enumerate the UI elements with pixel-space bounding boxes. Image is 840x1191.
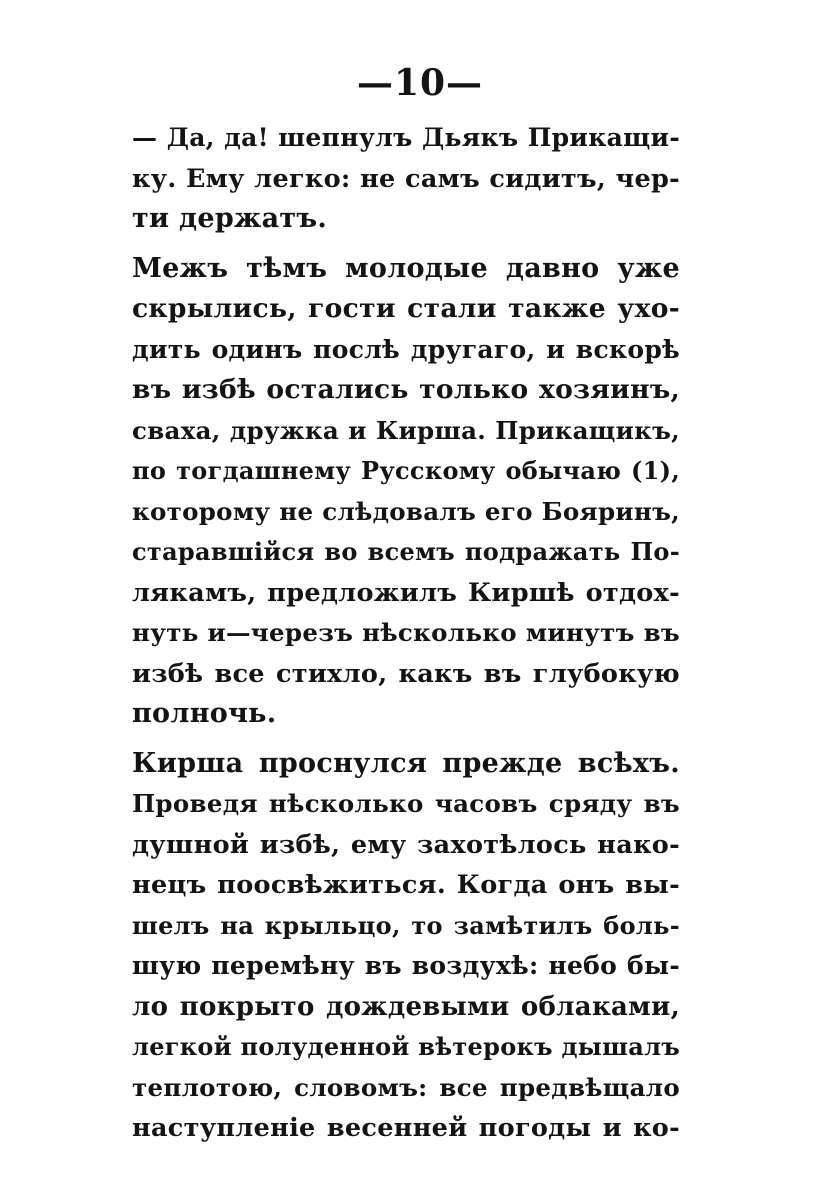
text-line: ку. Ему легко: не самъ сидитъ, чер- [132,163,680,194]
text-line: которому не слѣдовалъ его Бояринъ, [132,496,680,526]
text-line: наступленіе весенней погоды и ко- [132,1113,680,1143]
text-line: въ избѣ остались только хозяинъ, [132,374,680,405]
text-line: ло покрыто дождевыми облаками, [132,991,680,1022]
text-line: — Да, да! шепнулъ Дьякъ Прикащи- [132,123,680,152]
text-line: по тогдашнему Русскому обычаю (1), [132,456,680,485]
text-line: сваха, дружка и Кирша. Прикащикъ, [132,415,680,445]
text-line: легкой полуденной вѣтерокъ дышалъ [132,1032,681,1061]
text-line: Межъ тѣмъ молодые давно уже [132,252,680,284]
text-line: шую перемѣну въ воздухѣ: небо бы- [132,951,680,980]
paragraph-1 [132,118,680,240]
text-line: шелъ на крыльцо, то замѣтилъ боль- [132,910,680,940]
paragraph-spacer [132,735,680,744]
text-line: душной избѣ, ему захотѣлось нако- [132,829,680,860]
text-line: нецъ поосвѣжиться. Когда онъ вы- [132,870,680,900]
text-line: лякамъ, предложилъ Киршѣ отдох- [132,577,680,608]
text-line: полночь. [132,698,277,729]
text-line: дить одинъ послѣ другаго, и вскорѣ [132,334,680,364]
text-line: нуть и—черезъ нѣсколько минутъ въ [132,618,680,647]
text-line: теплотою, словомъ: все предвѣщало [132,1072,680,1102]
text-line: избѣ все стихло, какъ въ глубокую [132,658,680,689]
text-line: Кирша проснулся прежде всѣхъ. [132,747,680,779]
page-body-text [132,118,680,1149]
paragraph-2 [132,249,680,735]
page-number: —10— [356,62,484,104]
paragraph-spacer [132,240,680,249]
text-line: ти держатъ. [132,203,328,234]
text-line: старавшійся во всемъ подражать По- [132,537,680,566]
paragraph-3 [132,744,680,1149]
text-line: Проведя нѣсколько часовъ сряду въ [132,789,680,818]
text-line: скрылись, гости стали также ухо- [132,293,680,324]
